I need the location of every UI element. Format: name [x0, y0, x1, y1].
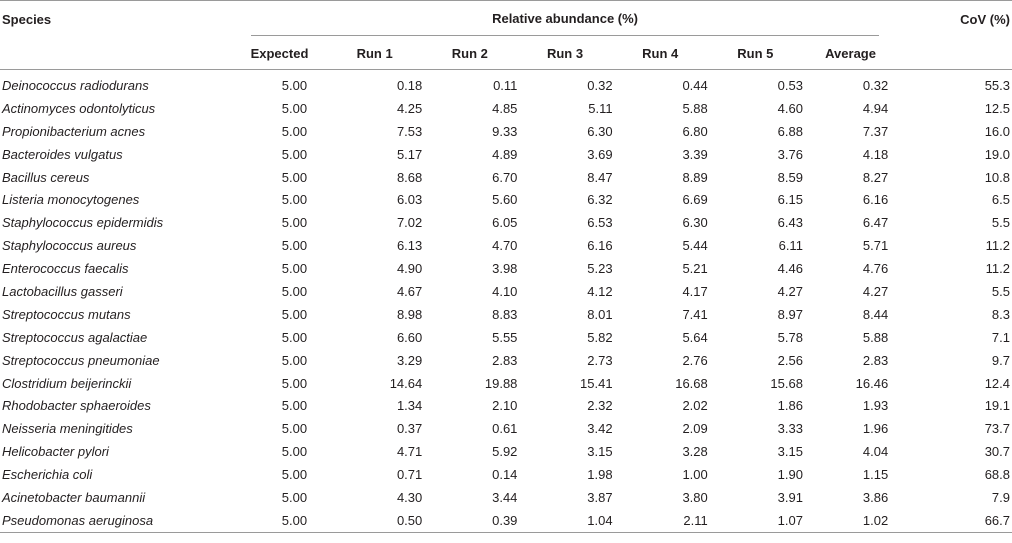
- cell-run-2: 4.89: [492, 146, 518, 162]
- cell-run-3: 6.16: [587, 238, 613, 254]
- table-row: [0, 97, 1012, 120]
- cell-run-3: 2.73: [587, 352, 613, 368]
- cell-run-1: 4.25: [396, 100, 423, 116]
- cell-run-4: 6.30: [682, 215, 708, 231]
- table-row: [0, 120, 1012, 143]
- table-row: [0, 417, 1012, 440]
- cell-run-4: 2.02: [682, 398, 708, 414]
- cell-expected: 5.00: [281, 146, 308, 162]
- cell-cov: 12.5: [984, 100, 1010, 116]
- cell-run-2: 4.85: [492, 100, 518, 116]
- cell-run-4: 5.21: [682, 261, 708, 277]
- cell-run-5: 3.76: [777, 146, 803, 162]
- cell-run-2: 6.70: [492, 169, 518, 185]
- table-row: [0, 166, 1012, 189]
- cell-run-5: 6.15: [777, 192, 803, 208]
- column-header-expected: Expected: [232, 37, 327, 70]
- cell-run-4: 2.09: [682, 421, 708, 437]
- cell-run-4: 0.44: [682, 77, 708, 93]
- cell-cov: 19.0: [984, 146, 1010, 162]
- cell-cov: 55.3: [984, 77, 1010, 93]
- table-row: [0, 188, 1012, 211]
- cell-run-1: 7.02: [396, 215, 423, 231]
- cell-run-3: 1.04: [517, 509, 612, 532]
- cell-run-4: 8.89: [682, 169, 708, 185]
- cell-run-5: 6.43: [777, 215, 803, 231]
- cell-run-1: 0.37: [396, 421, 423, 437]
- cell-run-3: 2.32: [587, 398, 613, 414]
- cell-run-3: 5.23: [587, 261, 613, 277]
- cell-cov: 6.5: [991, 192, 1010, 208]
- cell-cov: 16.0: [984, 123, 1010, 139]
- cell-expected: 5.00: [281, 398, 308, 414]
- cell-run-1: 8.68: [396, 169, 423, 185]
- cell-run-5: 2.56: [777, 352, 803, 368]
- cell-run-3: 3.69: [587, 146, 613, 162]
- cell-cov: 68.8: [984, 467, 1010, 483]
- species-name: Pseudomonas aeruginosa: [0, 509, 232, 532]
- cell-run-3: 4.12: [587, 283, 613, 299]
- cell-run-4: 6.80: [682, 123, 708, 139]
- cell-run-4: 1.00: [682, 467, 708, 483]
- species-name: Escherichia coli: [2, 467, 93, 483]
- cell-run-2: 9.33: [492, 123, 518, 139]
- cell-average: 2.83: [862, 352, 889, 368]
- cell-run-1: 3.29: [396, 352, 423, 368]
- cell-run-5: 8.59: [777, 169, 803, 185]
- cell-run-2: 5.92: [492, 444, 518, 460]
- species-name: Acinetobacter baumannii: [2, 489, 146, 505]
- cell-run-5: 5.78: [777, 329, 803, 345]
- cell-run-1: 4.71: [396, 444, 423, 460]
- cell-run-1: 0.71: [396, 467, 423, 483]
- cell-average: 0.32: [862, 77, 889, 93]
- cell-expected: 5.00: [281, 123, 308, 139]
- cell-run-3: 6.53: [587, 215, 613, 231]
- cell-run-4: 5.88: [682, 100, 708, 116]
- cell-run-2: 0.11: [493, 77, 518, 93]
- cell-run-5: 4.46: [777, 261, 803, 277]
- cell-cov: 8.3: [991, 306, 1010, 322]
- species-name: Clostridium beijerinckii: [2, 375, 132, 391]
- table-row: [0, 326, 1012, 349]
- cell-run-2: 5.60: [492, 192, 518, 208]
- cell-expected: 5.00: [281, 421, 308, 437]
- cell-run-1: 1.34: [396, 398, 423, 414]
- column-header-run-1: Run 1: [327, 37, 422, 70]
- cell-cov: 10.8: [984, 169, 1010, 185]
- cell-run-3: 8.01: [587, 306, 613, 322]
- cell-run-3: 6.32: [587, 192, 613, 208]
- cell-run-4: 6.69: [682, 192, 708, 208]
- species-subheader-spacer: [0, 37, 232, 70]
- relative-abundance-label: Relative abundance (%): [251, 2, 879, 36]
- species-name: Staphylococcus epidermidis: [2, 215, 164, 231]
- cell-run-4: 4.17: [682, 283, 708, 299]
- cell-cov: 7.1: [991, 329, 1010, 345]
- cell-run-4: 3.39: [682, 146, 708, 162]
- cell-run-2: 0.14: [492, 467, 518, 483]
- cell-average: 8.44: [862, 306, 889, 322]
- cell-run-1: 0.50: [327, 509, 422, 532]
- cell-run-3: 3.87: [587, 489, 613, 505]
- cell-run-5: 0.53: [777, 77, 803, 93]
- table-row: [0, 349, 1012, 372]
- cell-run-5: 8.97: [777, 306, 803, 322]
- cell-run-5: 4.27: [777, 283, 803, 299]
- cell-average: 4.04: [862, 444, 889, 460]
- cell-run-1: 4.30: [396, 489, 423, 505]
- table-row: [0, 280, 1012, 303]
- table-row: [0, 143, 1012, 166]
- table-row: [0, 509, 1012, 532]
- cell-run-4: 3.80: [682, 489, 708, 505]
- species-name: Enterococcus faecalis: [2, 261, 129, 277]
- cell-run-1: 7.53: [396, 123, 423, 139]
- cell-expected: 5.00: [281, 169, 308, 185]
- cell-run-2: 3.44: [492, 489, 518, 505]
- cell-run-2: 6.05: [492, 215, 518, 231]
- cell-run-1: 6.03: [396, 192, 423, 208]
- cell-expected: 5.00: [281, 467, 308, 483]
- cell-expected: 5.00: [281, 283, 308, 299]
- species-name: Listeria monocytogenes: [2, 192, 140, 208]
- cell-average: 4.27: [862, 283, 889, 299]
- cell-run-2: 3.98: [492, 261, 518, 277]
- cell-run-5: 6.88: [777, 123, 803, 139]
- cell-run-3: 5.82: [587, 329, 613, 345]
- cell-run-3: 1.98: [587, 467, 613, 483]
- cell-expected: 5.00: [281, 192, 308, 208]
- cell-expected: 5.00: [281, 489, 308, 505]
- cell-run-1: 5.17: [396, 146, 423, 162]
- table-row: [0, 463, 1012, 486]
- species-name: Neisseria meningitides: [2, 421, 133, 437]
- species-name: Deinococcus radiodurans: [2, 77, 149, 93]
- cell-expected: 5.00: [281, 100, 308, 116]
- cell-run-3: 6.30: [587, 123, 613, 139]
- cell-expected: 5.00: [281, 238, 308, 254]
- species-name: Bacillus cereus: [2, 169, 90, 185]
- cell-average: 7.37: [862, 123, 889, 139]
- column-header-run-4: Run 4: [613, 37, 708, 70]
- cell-run-1: 4.67: [396, 283, 423, 299]
- species-name: Propionibacterium acnes: [2, 123, 146, 139]
- cell-run-5: 3.91: [777, 489, 803, 505]
- column-header-run-5: Run 5: [708, 37, 803, 70]
- cell-run-5: 3.15: [777, 444, 803, 460]
- cell-run-5: 1.90: [777, 467, 803, 483]
- cell-run-3: 3.15: [587, 444, 613, 460]
- table-row: [0, 70, 1012, 97]
- species-name: Lactobacillus gasseri: [2, 283, 123, 299]
- cell-run-2: 2.10: [492, 398, 518, 414]
- table-row: [0, 486, 1012, 509]
- cell-run-2: 0.61: [492, 421, 518, 437]
- cell-average: 4.94: [862, 100, 889, 116]
- relative-abundance-header: [232, 1, 898, 38]
- cell-average: 8.27: [862, 169, 889, 185]
- species-name: Staphylococcus aureus: [2, 238, 137, 254]
- cell-run-2: 4.70: [492, 238, 518, 254]
- cell-run-1: 6.13: [396, 238, 423, 254]
- cell-run-4: 3.28: [682, 444, 708, 460]
- cell-average: 4.18: [862, 146, 889, 162]
- cell-cov: 9.7: [991, 352, 1010, 368]
- cov-subheader-spacer: [898, 37, 1012, 70]
- cell-run-5: 4.60: [777, 100, 803, 116]
- table-row: [0, 303, 1012, 326]
- cell-expected: 5.00: [281, 444, 308, 460]
- cell-run-5: 6.11: [778, 238, 803, 254]
- cell-run-4: 2.11: [613, 509, 708, 532]
- cell-run-3: 0.32: [587, 77, 613, 93]
- cell-run-4: 5.64: [682, 329, 708, 345]
- species-name: Streptococcus pneumoniae: [2, 352, 160, 368]
- cell-run-4: 2.76: [682, 352, 708, 368]
- cell-expected: 5.00: [281, 375, 308, 391]
- cell-run-1: 0.18: [396, 77, 423, 93]
- cell-expected: 5.00: [281, 77, 308, 93]
- table-row: [0, 257, 1012, 280]
- cell-run-4: 16.68: [675, 375, 708, 391]
- cell-expected: 5.00: [281, 261, 308, 277]
- cov-header: CoV (%): [960, 11, 1010, 27]
- column-header-run-3: Run 3: [517, 37, 612, 70]
- species-header: Species: [2, 11, 52, 27]
- cell-run-1: 14.64: [389, 375, 423, 391]
- cell-run-1: 8.98: [396, 306, 423, 322]
- cell-run-1: 4.90: [396, 261, 423, 277]
- cell-cov: 5.5: [991, 215, 1010, 231]
- cell-average: 1.15: [862, 467, 889, 483]
- cell-run-3: 8.47: [587, 169, 613, 185]
- table-body: [0, 70, 1012, 533]
- cell-run-3: 5.11: [588, 100, 613, 116]
- cell-run-3: 15.41: [580, 375, 613, 391]
- table-row: [0, 234, 1012, 257]
- cell-run-5: 15.68: [770, 375, 803, 391]
- table-row: [0, 372, 1012, 395]
- table-row: [0, 440, 1012, 463]
- cell-average: 1.93: [862, 398, 889, 414]
- cell-cov: 30.7: [984, 444, 1010, 460]
- cell-run-2: 19.88: [484, 375, 518, 391]
- cell-cov: 5.5: [991, 283, 1010, 299]
- cell-average: 1.02: [803, 509, 898, 532]
- cell-average: 6.16: [862, 192, 889, 208]
- cell-average: 6.47: [862, 215, 889, 231]
- species-name: Bacteroides vulgatus: [2, 146, 123, 162]
- cell-average: 3.86: [862, 489, 889, 505]
- cell-average: 4.76: [862, 261, 889, 277]
- table-row: [0, 211, 1012, 234]
- cell-expected: 5.00: [232, 509, 327, 532]
- cell-cov: 7.9: [991, 489, 1010, 505]
- species-name: Actinomyces odontolyticus: [2, 100, 156, 116]
- cell-run-2: 8.83: [492, 306, 518, 322]
- cell-run-2: 4.10: [492, 283, 518, 299]
- cell-average: 1.96: [862, 421, 889, 437]
- cell-expected: 5.00: [281, 352, 308, 368]
- cell-run-1: 6.60: [396, 329, 423, 345]
- column-header-average: Average: [803, 37, 898, 70]
- cell-expected: 5.00: [281, 306, 308, 322]
- cell-run-4: 5.44: [682, 238, 708, 254]
- cell-run-2: 2.83: [492, 352, 518, 368]
- cell-expected: 5.00: [281, 329, 308, 345]
- cell-run-3: 3.42: [587, 421, 613, 437]
- species-name: Streptococcus agalactiae: [2, 329, 148, 345]
- species-name: Streptococcus mutans: [2, 306, 131, 322]
- cell-cov: 66.7: [898, 509, 1012, 532]
- cell-run-5: 3.33: [777, 421, 803, 437]
- cell-run-2: 5.55: [492, 329, 518, 345]
- table-row: [0, 394, 1012, 417]
- cell-run-5: 1.07: [708, 509, 803, 532]
- cell-average: 16.46: [855, 375, 889, 391]
- cell-run-2: 0.39: [422, 509, 517, 532]
- species-name: Rhodobacter sphaeroides: [2, 398, 151, 414]
- cell-cov: 19.1: [984, 398, 1010, 414]
- cell-run-5: 1.86: [777, 398, 803, 414]
- cell-average: 5.71: [862, 238, 889, 254]
- cell-cov: 73.7: [984, 421, 1010, 437]
- column-header-run-2: Run 2: [422, 37, 517, 70]
- cell-expected: 5.00: [281, 215, 308, 231]
- cell-cov: 12.4: [984, 375, 1010, 391]
- species-name: Helicobacter pylori: [2, 444, 109, 460]
- cell-run-4: 7.41: [682, 306, 708, 322]
- cell-cov: 11.2: [985, 238, 1010, 254]
- cell-average: 5.88: [862, 329, 889, 345]
- cell-cov: 11.2: [985, 261, 1010, 277]
